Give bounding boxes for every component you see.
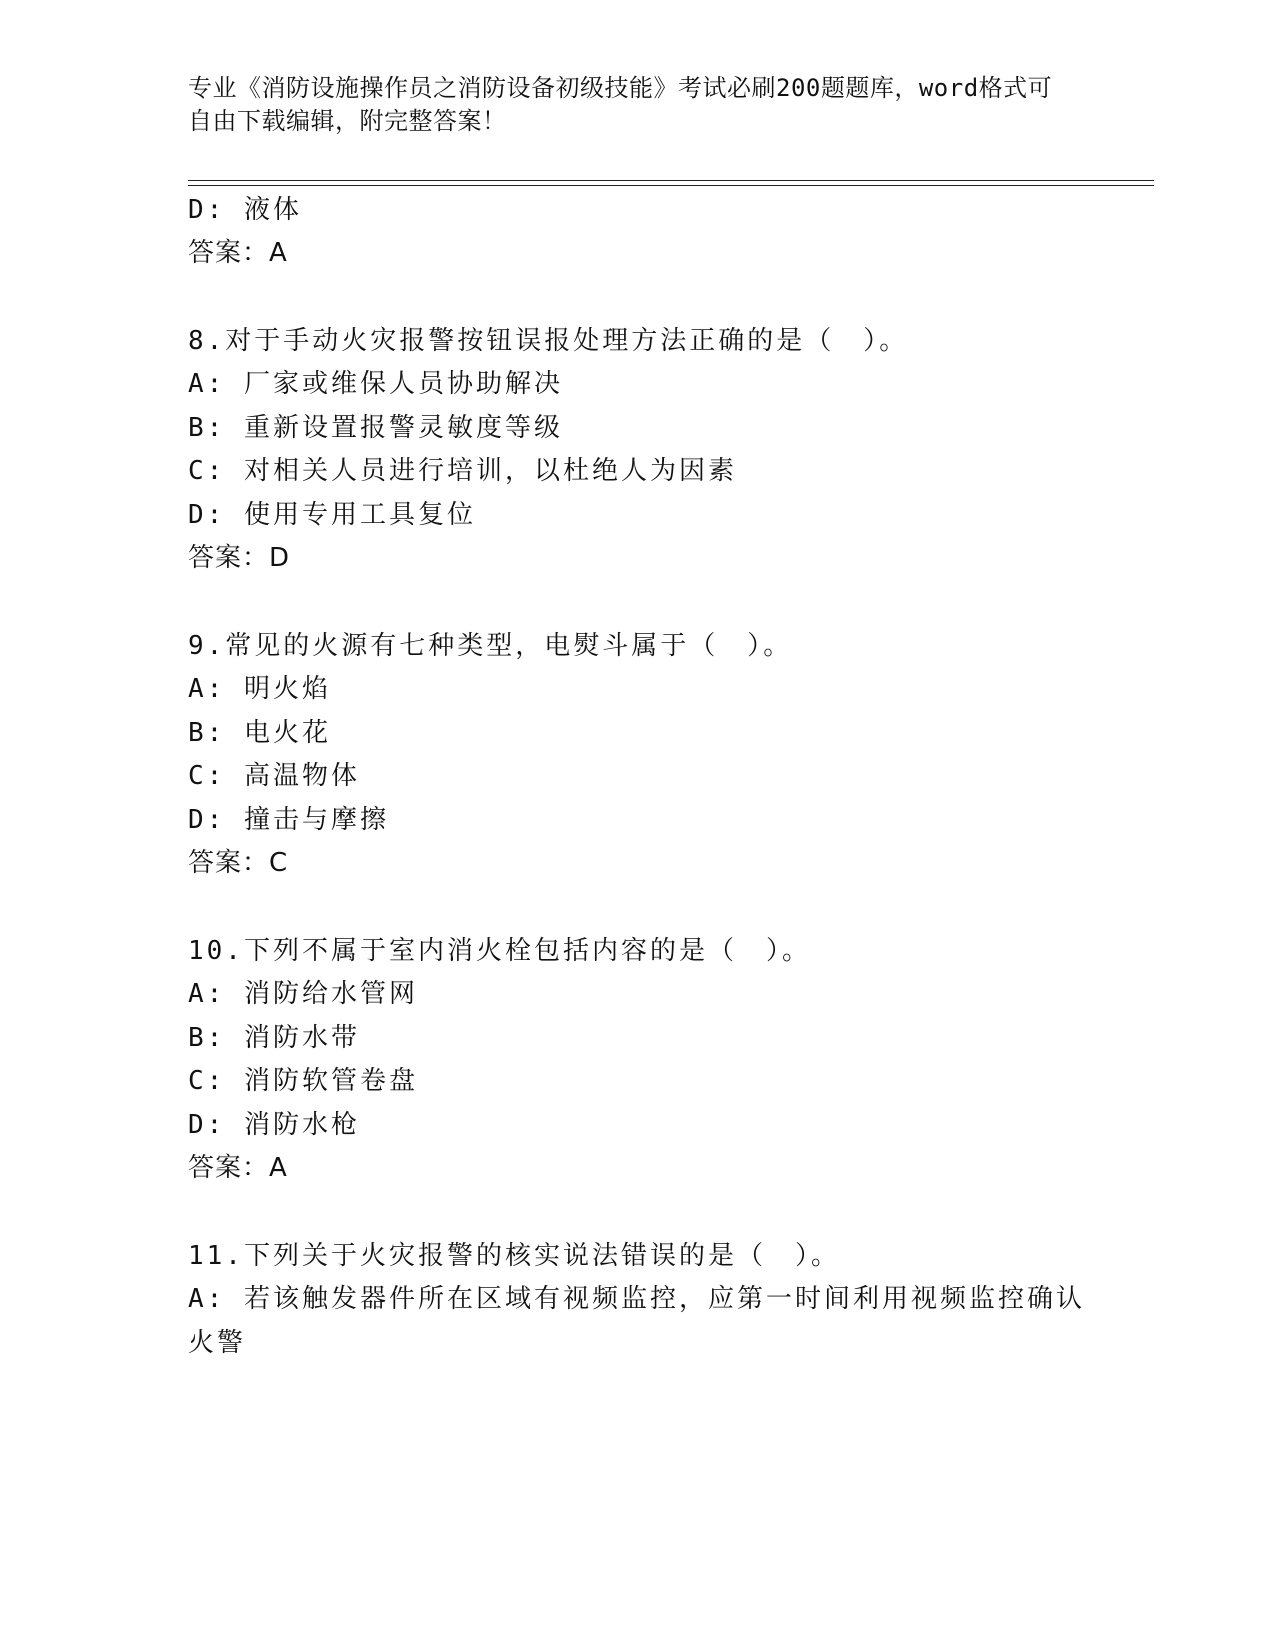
- header-divider-bottom: [188, 185, 1154, 186]
- q10-option-a: A: 消防给水管网: [188, 979, 418, 1009]
- q10-option-b: B: 消防水带: [188, 1023, 360, 1053]
- q8-option-c: C: 对相关人员进行培训，以杜绝人为因素: [188, 456, 737, 486]
- q7-answer: 答案：A: [188, 238, 288, 268]
- header-title-line-2: 自由下载编辑，附完整答案！: [188, 107, 507, 135]
- q8-answer: 答案：D: [188, 543, 291, 573]
- q8-option-b: B: 重新设置报警灵敏度等级: [188, 413, 563, 443]
- q9-answer: 答案：C: [188, 848, 289, 878]
- q9-option-a: A: 明火焰: [188, 674, 331, 704]
- q10-question: 10.下列不属于室内消火栓包括内容的是（ ）。: [188, 936, 811, 966]
- q11-option-a-line-1: A: 若该触发器件所在区域有视频监控，应第一时间利用视频监控确认: [188, 1284, 1085, 1314]
- q11-option-a-line-2: 火警: [188, 1328, 247, 1358]
- q9-question: 9.常见的火源有七种类型，电熨斗属于（ ）。: [188, 631, 793, 661]
- q10-answer: 答案：A: [188, 1153, 288, 1183]
- q11-question: 11.下列关于火灾报警的核实说法错误的是（ ）。: [188, 1241, 840, 1271]
- q9-option-c: C: 高温物体: [188, 761, 360, 791]
- q9-option-b: B: 电火花: [188, 718, 331, 748]
- header-divider-top: [188, 180, 1154, 181]
- q7-option-d: D: 液体: [188, 195, 302, 225]
- q10-option-d: D: 消防水枪: [188, 1110, 360, 1140]
- q8-option-d: D: 使用专用工具复位: [188, 500, 476, 530]
- q10-option-c: C: 消防软管卷盘: [188, 1066, 418, 1096]
- q9-option-d: D: 撞击与摩擦: [188, 805, 389, 835]
- q8-question: 8.对于手动火灾报警按钮误报处理方法正确的是（ ）。: [188, 326, 909, 356]
- document-header: [188, 72, 1088, 138]
- q8-option-a: A: 厂家或维保人员协助解决: [188, 369, 563, 399]
- header-title-line-1: 专业《消防设施操作员之消防设备初级技能》考试必刷200题题库，word格式可: [188, 74, 1053, 102]
